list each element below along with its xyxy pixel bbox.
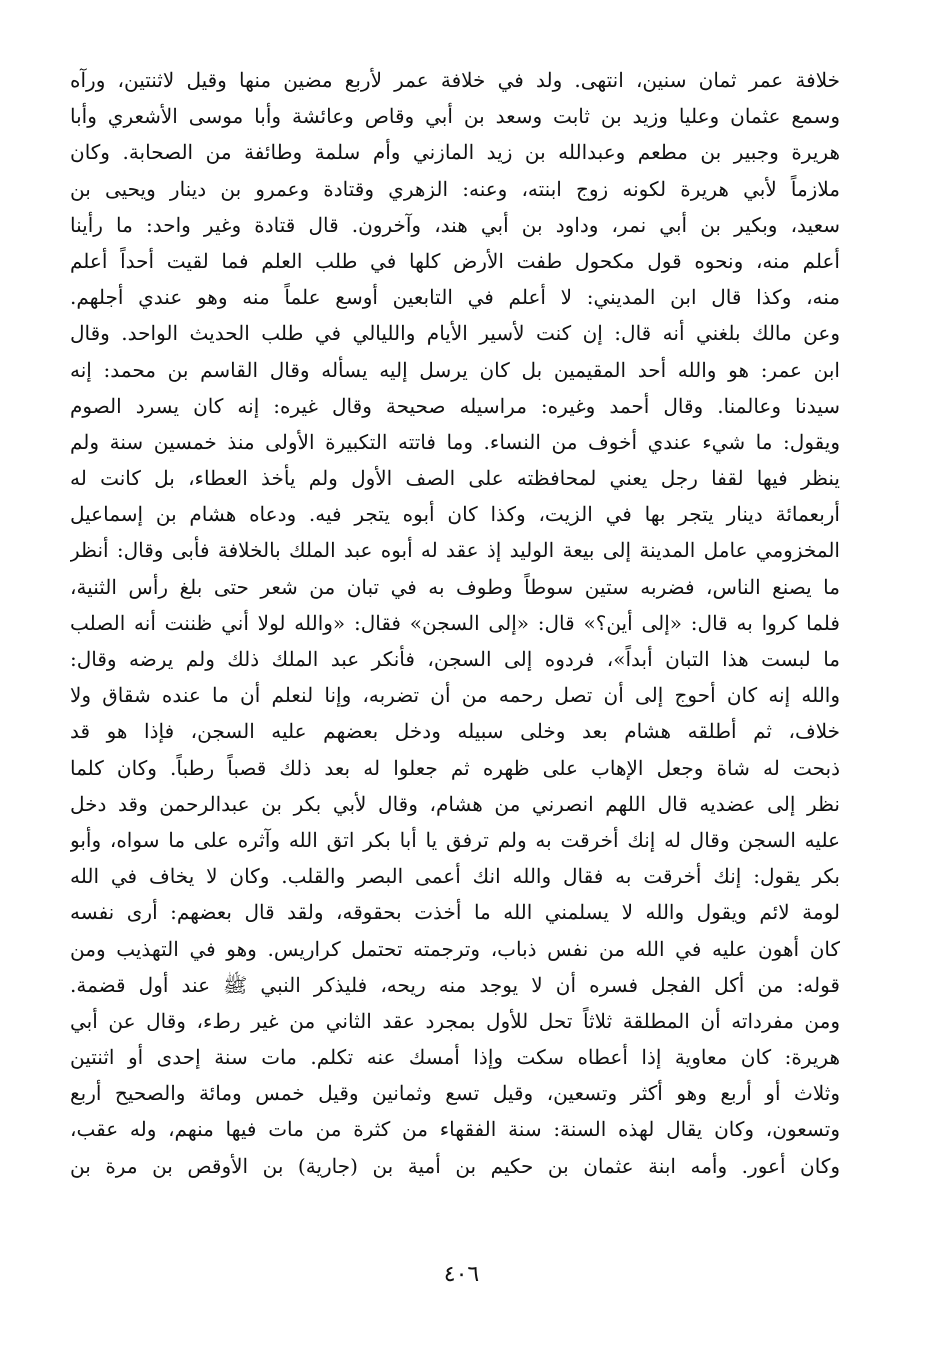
text-line: هريرة: كان معاوية إذا أعطاه سكت وإذا أمسك عنه تكلم. مات سنة إحدى أو اثنتين	[70, 1045, 840, 1070]
text-line: ذبحت له شاة وجعل الإهاب على ظهره ثم جعلوا له بعد ذلك قصباً رطباً. وكان كلما	[70, 755, 840, 780]
text-line: أربعمائة دينار يتجر بها في الزيت، وكذا كان أبوه يتجر فيه. ودعاه هشام بن إسماعيل	[70, 502, 840, 527]
text-line: وتسعون، وكان يقال لهذه السنة: سنة الفقهاء من كثرة من مات فيها منهم، وله عقب،	[70, 1117, 840, 1142]
body-text	[70, 62, 840, 1184]
text-line: وسمع عثمان وعليا وزيد بن ثابت وسعد بن أبي وقاص وعائشة وأبا موسى الأشعري وأبا	[70, 104, 840, 129]
text-line: سعيد، وبكير بن أبي نمر، وداود بن أبي هند، وآخرون. قال قتادة وغير واحد: ما رأينا	[70, 212, 840, 237]
text-line: ومن مفرداته أن المطلقة ثلاثاً تحل للأول بمجرد عقد الثاني من غير رطء، وقال عن أبي	[70, 1008, 840, 1033]
text-line: ما لبست هذا التبان أبداً»، فردوه إلى السجن، فأنكر عبد الملك ذلك ولم يرضه وقال:	[70, 647, 840, 671]
text-line: لومة لائم ويقول والله لا يسلمني الله ما أخذت بحقوقه، ولقد قال بعضهم: أرى نفسه	[70, 900, 840, 925]
text-line: خلافة عمر ثمان سنين، انتهى. ولد في خلافة عمر لأربع مضين منها وقيل لاثنتين، ورآه	[70, 68, 840, 92]
text-line: قوله: من أكل الفجل فسره أن لا يوجد منه ريحه، فليذكر النبي ﷺ عند أول قضمة.	[70, 972, 840, 997]
text-line: وثلاث أو أربع وهو أكثر وتسعين، وقيل تسع وثمانين وقيل خمس ومائة والصحيح أربع	[70, 1081, 840, 1106]
text-line: سيدنا وعالمنا. وقال أحمد وغيره: مراسيله صحيحة وقال غيره: إنه كان يسرد الصوم	[70, 393, 840, 418]
text-line: المخزومي عامل المدينة إلى بيعة الوليد إذ عقد له أبوه عبد الملك بالخلافة فأبى وقال: أنظر	[70, 538, 840, 563]
text-line: وكان أعور. وأمه ابنة عثمان بن حكيم بن أمية بن (جارية) بن الأوقص بن مرة بن	[70, 1153, 840, 1178]
page-number: ٤٠٦	[443, 1262, 480, 1287]
text-line: ويقول: ما شيء عندي أخوف من النساء. وما فاتته التكبيرة الأولى منذ خمسين سنة ولم	[70, 429, 840, 454]
text-line: كان أهون عليه في الله من نفس ذباب، وترجمته تحتمل كراريس. وهو في التهذيب ومن	[70, 936, 840, 961]
text-line: خلاف، ثم أطلقه هشام بعد وخلى سبيله ودخل بعضهم عليه السجن، فإذا هو قد	[70, 719, 840, 744]
text-line: هريرة وجبير بن مطعم وعبدالله بن زيد المازني وأم سلمة وطائفة من الصحابة. وكان	[70, 140, 840, 165]
text-line: فلما كروا به قال: «إلى أين؟» قال: «إلى السجن» فقال: «والله لولا أني ظننت أنه الصلب	[70, 610, 840, 635]
text-line: ابن عمر: هو والله أحد المقيمين بل كان يرسل إليه يسأله وقال القاسم بن محمد: إنه	[70, 357, 840, 382]
text-line: منه، وكذا قال ابن المديني: لا أعلم في التابعين أوسع علماً منه وهو عندي أجلهم.	[70, 285, 840, 310]
text-line: بكر يقول: إنك أخرقت به فقال والله انك أعمى البصر والقلب. وكان لا يخاف في الله	[70, 864, 840, 889]
text-line: عليه السجن وقال له إنك أخرقت به ولم ترفق يا أبا بكر اتق الله وآثره على ما سواه، وأبو	[70, 827, 840, 852]
text-line: والله إنه كان أحوج إلى أن تصل رحمه من أن تضربه، وإنا لنعلم أن ما عنده شقاق ولا	[70, 683, 840, 708]
text-line: نظر إلى عضديه قال اللهم انصرني من هشام، وقال لأبي بكر بن عبدالرحمن وقد دخل	[70, 791, 840, 816]
text-line: أعلم منه، ونحوه قول مكحول طفت الأرض كلها في طلب العلم فما لقيت أحداً أعلم	[70, 248, 840, 273]
text-line: ما يصنع الناس، فضربه ستين سوطاً وطوف به في تبان من شعر حتى بلغ رأس الثنية،	[70, 574, 840, 599]
text-line: وعن مالك بلغني أنه قال: إن كنت لأسير الأيام والليالي في طلب الحديث الواحد. وقال	[70, 321, 840, 346]
text-line: ملازماً لأبي هريرة لكونه زوج ابنته، وعنه: الزهري وقتادة وعمرو بن دينار ويحيى بن	[70, 176, 840, 201]
text-line: ينظر فيها لقفا رجل يعني لمحافظته على الصف الأول ولم يأخذ العطاء، بل كانت له	[70, 466, 840, 491]
